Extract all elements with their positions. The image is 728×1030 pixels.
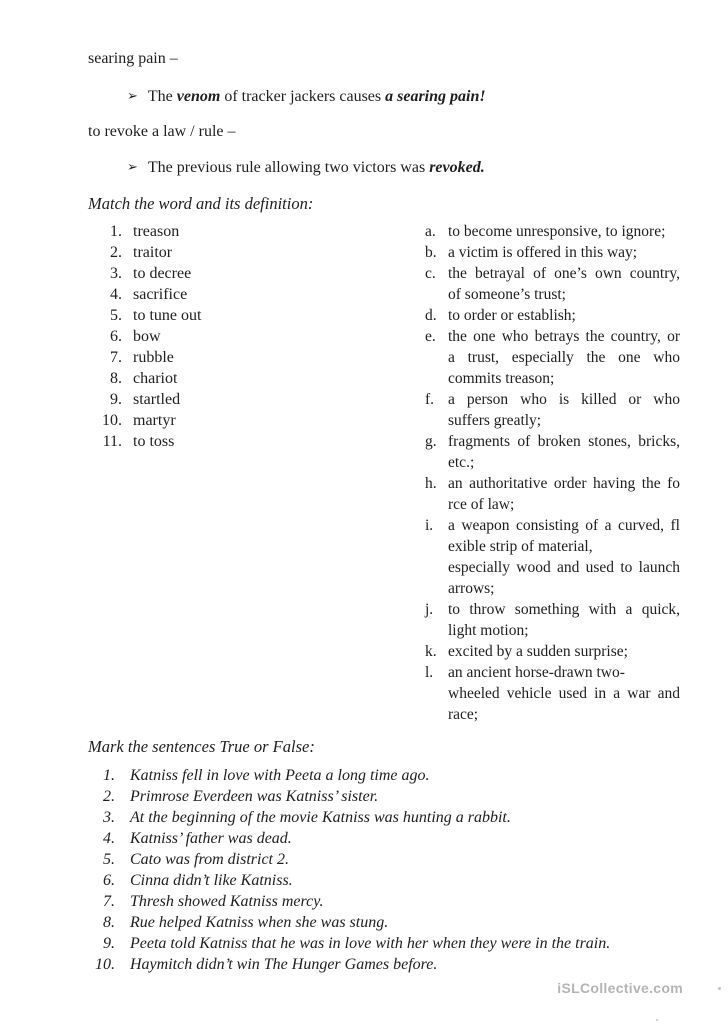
definition-line: commits treason;	[448, 370, 555, 387]
word-text: startled	[133, 391, 181, 408]
definition-item	[425, 473, 680, 515]
sentence-text: Thresh showed Katniss mercy.	[130, 893, 324, 910]
definition-line: arrows;	[448, 580, 495, 597]
true-false-item	[88, 807, 680, 828]
word-number: 5.	[110, 307, 122, 324]
sentence-number: 2.	[103, 788, 115, 805]
definition-line: light motion;	[448, 622, 529, 639]
example-emphasis: revoked.	[429, 159, 485, 176]
definition-letter: d.	[425, 307, 437, 324]
sentence-text: Katniss’ father was dead.	[130, 830, 292, 847]
definition-letter: k.	[425, 643, 437, 660]
word-number: 2.	[110, 244, 122, 261]
example-emphasis: venom	[176, 88, 221, 105]
word-text: bow	[133, 328, 161, 345]
definition-letter: a.	[425, 223, 436, 240]
example-emphasis: a searing pain!	[385, 88, 486, 105]
word-item	[88, 284, 403, 305]
sentence-number: 7.	[103, 893, 115, 910]
example-text: of tracker jackers causes	[220, 88, 386, 105]
section-heading-true-false: Mark the sentences True or False:	[88, 737, 315, 756]
sentence-number: 1.	[103, 767, 115, 784]
sentence-number: 10.	[95, 956, 115, 973]
section-heading-match: Match the word and its definition:	[88, 194, 314, 213]
word-text: to decree	[133, 265, 192, 282]
definition-line: to become unresponsive, to ignore;	[448, 223, 666, 240]
definition-item	[425, 305, 680, 326]
definition-line: exible strip of material,	[448, 538, 593, 555]
word-text: to toss	[133, 433, 175, 450]
word-item	[88, 368, 403, 389]
definition-line: an ancient horse-drawn two-	[448, 664, 625, 681]
word-item	[88, 389, 403, 410]
definition-item	[425, 221, 680, 242]
word-item	[88, 431, 403, 452]
true-false-item	[88, 765, 680, 786]
scan-artifact-dot	[656, 1019, 658, 1021]
definition-line: especially wood and used to launch	[448, 559, 680, 576]
definition-item	[425, 263, 680, 305]
definition-list	[425, 221, 680, 725]
word-item	[88, 221, 403, 242]
sentence-number: 9.	[103, 935, 115, 952]
true-false-list	[88, 765, 680, 975]
definition-item	[425, 326, 680, 389]
sentence-number: 6.	[103, 872, 115, 889]
islcollective-watermark: iSLCollective.com	[557, 980, 683, 996]
definition-line: to order or establish;	[448, 307, 576, 324]
example-text: The	[147, 88, 177, 105]
sentence-text: Cinna didn’t like Katniss.	[130, 872, 293, 889]
true-false-item	[88, 954, 680, 975]
definition-line: fragments of broken stones, bricks,	[448, 433, 680, 450]
sentence-text: Haymitch didn’t win The Hunger Games before.	[130, 956, 438, 973]
word-list	[88, 221, 403, 725]
true-false-item	[88, 912, 680, 933]
word-number: 1.	[110, 223, 122, 240]
vocab-term-searing-pain: searing pain –	[88, 50, 178, 67]
definition-letter: c.	[425, 265, 436, 282]
definition-letter: b.	[425, 244, 437, 261]
word-number: 4.	[110, 286, 122, 303]
word-item	[88, 326, 403, 347]
definition-item	[425, 641, 680, 662]
word-text: martyr	[133, 412, 176, 429]
vocab-example-revoke	[127, 158, 680, 177]
arrow-bullet-icon: ➢	[127, 88, 138, 103]
word-number: 10.	[102, 412, 122, 429]
definition-line: of someone’s trust;	[448, 286, 566, 303]
word-item	[88, 305, 403, 326]
word-text: sacrifice	[133, 286, 188, 303]
arrow-bullet-icon: ➢	[127, 159, 138, 174]
example-text: The previous rule allowing two victors was	[147, 159, 430, 176]
definition-letter: j.	[425, 601, 434, 618]
true-false-item	[88, 891, 680, 912]
word-text: traitor	[133, 244, 173, 261]
sentence-number: 8.	[103, 914, 115, 931]
word-item	[88, 263, 403, 284]
true-false-item	[88, 828, 680, 849]
word-number: 9.	[110, 391, 122, 408]
sentence-text: Primrose Everdeen was Katniss’ sister.	[130, 788, 379, 805]
definition-line: a person who is killed or who	[448, 391, 680, 408]
definition-line: etc.;	[448, 454, 475, 471]
definition-line: a trust, especially the one who	[448, 349, 680, 366]
definition-letter: f.	[425, 391, 435, 408]
match-exercise	[88, 221, 680, 725]
word-text: chariot	[133, 370, 178, 387]
true-false-item	[88, 786, 680, 807]
definition-item	[425, 389, 680, 431]
definition-letter: i.	[425, 517, 434, 534]
word-text: to tune out	[133, 307, 202, 324]
sentence-text: Peeta told Katniss that he was in love with her when they were in the train.	[130, 935, 611, 952]
sentence-number: 5.	[103, 851, 115, 868]
sentence-text: At the beginning of the movie Katniss was hunting a rabbit.	[130, 809, 511, 826]
definition-item	[425, 242, 680, 263]
definition-letter: e.	[425, 328, 436, 345]
definition-line: suffers greatly;	[448, 412, 542, 429]
word-text: rubble	[133, 349, 174, 366]
word-number: 3.	[110, 265, 122, 282]
sentence-text: Cato was from district 2.	[130, 851, 289, 868]
word-number: 11.	[102, 433, 122, 450]
sentence-number: 3.	[103, 809, 115, 826]
definition-line: to throw something with a quick,	[448, 601, 680, 618]
definition-line: rce of law;	[448, 496, 515, 513]
word-item	[88, 242, 403, 263]
word-number: 7.	[110, 349, 122, 366]
definition-line: the betrayal of one’s own country,	[448, 265, 680, 282]
true-false-item	[88, 870, 680, 891]
definition-line: wheeled vehicle used in a war and	[448, 685, 680, 702]
true-false-item	[88, 933, 680, 954]
sentence-text: Rue helped Katniss when she was stung.	[130, 914, 389, 931]
word-item	[88, 410, 403, 431]
vocab-example-searing-pain	[127, 87, 680, 106]
definition-item	[425, 431, 680, 473]
word-number: 8.	[110, 370, 122, 387]
definition-item	[425, 599, 680, 641]
definition-letter: g.	[425, 433, 437, 450]
definition-item	[425, 515, 680, 599]
vocab-term-revoke: to revoke a law / rule –	[88, 123, 236, 140]
word-text: treason	[133, 223, 180, 240]
definition-line: a victim is offered in this way;	[448, 244, 638, 261]
definition-line: excited by a sudden surprise;	[448, 643, 628, 660]
true-false-item	[88, 849, 680, 870]
definition-line: the one who betrays the country, or	[448, 328, 680, 345]
sentence-number: 4.	[103, 830, 115, 847]
definition-letter: h.	[425, 475, 437, 492]
word-number: 6.	[110, 328, 122, 345]
sentence-text: Katniss fell in love with Peeta a long time ago.	[130, 767, 430, 784]
word-item	[88, 347, 403, 368]
definition-line: race;	[448, 706, 479, 723]
definition-letter: l.	[425, 664, 434, 681]
definition-line: a weapon consisting of a curved, fl	[448, 517, 680, 534]
definition-item	[425, 662, 680, 725]
scan-artifact-dot	[718, 987, 721, 990]
definition-line: an authoritative order having the fo	[448, 475, 680, 492]
